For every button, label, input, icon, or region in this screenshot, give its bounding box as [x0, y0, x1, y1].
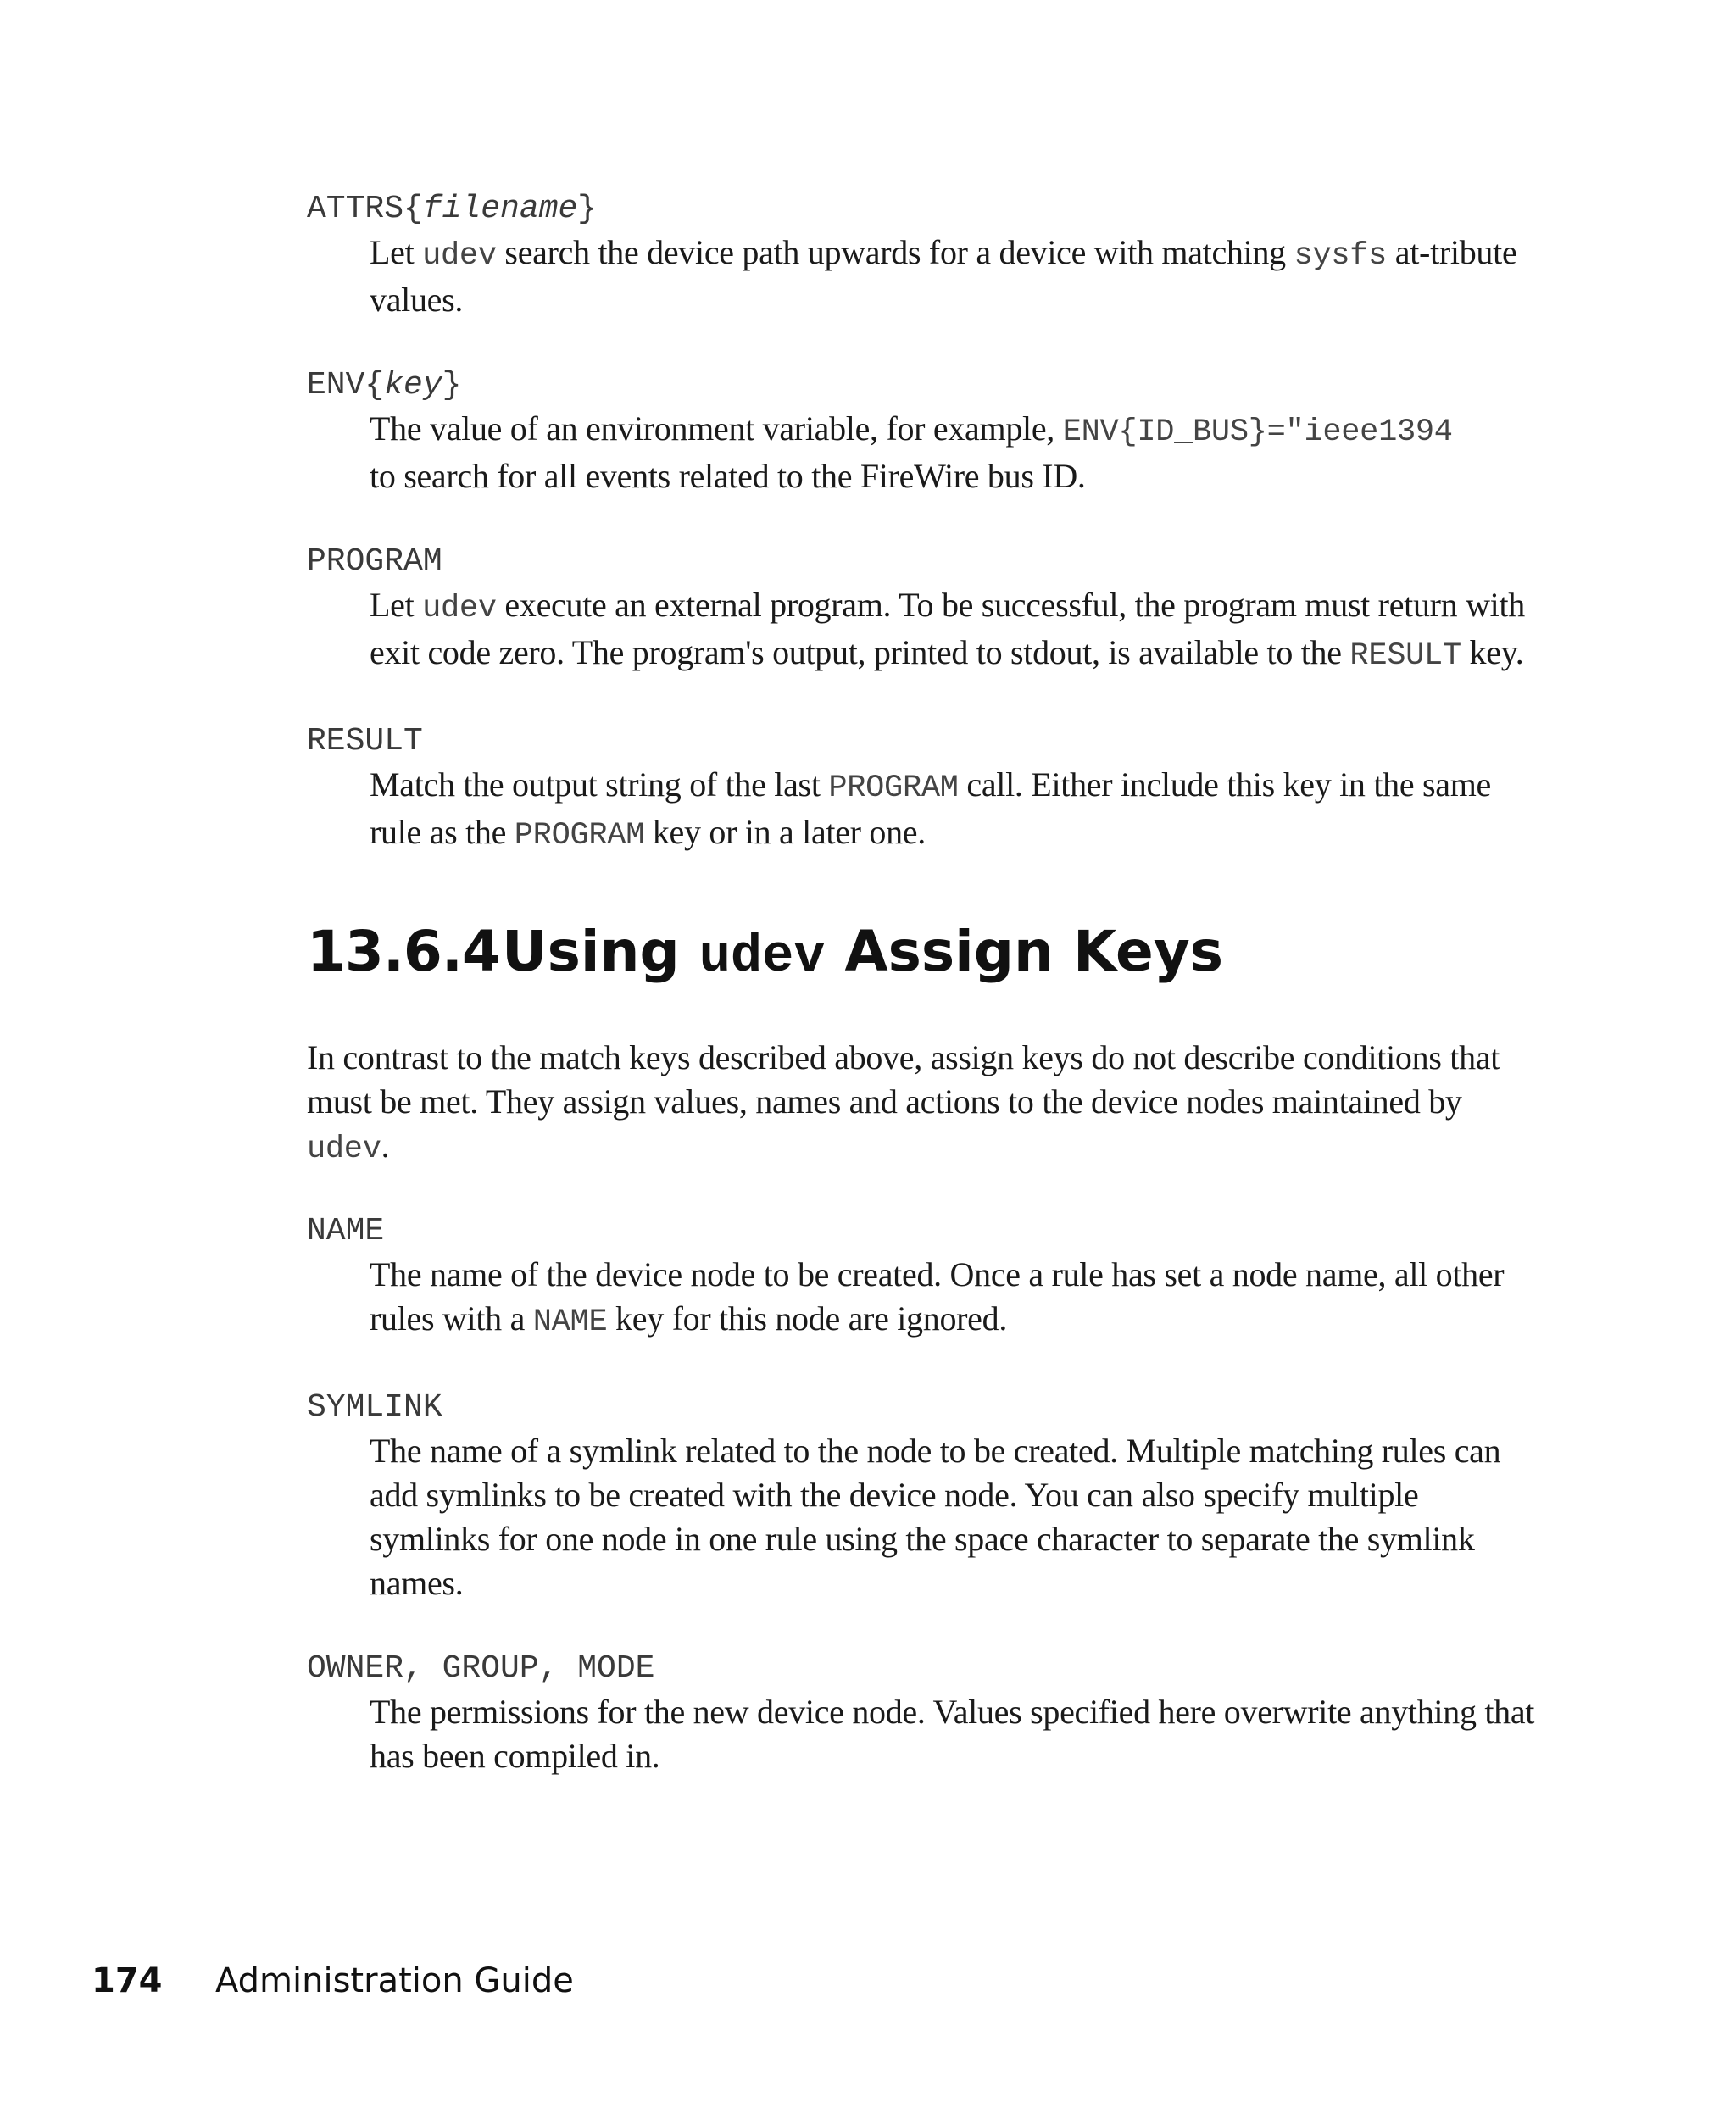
section-heading: [307, 919, 1544, 1004]
term-symlink: SYMLINK: [307, 1389, 442, 1426]
inline-code: udev: [422, 591, 497, 626]
desc-text: The name of the device node to be created. Once a rule has set a node name, all other rules with a: [370, 1255, 1505, 1338]
inline-code: RESULT: [1349, 638, 1461, 674]
desc-text: at-tribute values.: [370, 233, 1517, 319]
title-text: Assign Keys: [825, 919, 1224, 984]
desc-text: key for this node are ignored.: [607, 1299, 1008, 1338]
description-symlink: The name of a symlink related to the node to be created. Multiple matching rules can add symlinks to be created with the device node. You can also specify multiple symlinks for one node in one rule using the space character to separate the symlink names.: [370, 1432, 1501, 1602]
term-placeholder: key: [384, 367, 442, 403]
desc-text: Let: [370, 586, 423, 624]
definition-result: [307, 720, 1544, 858]
desc-text: search the device path upwards for a device with matching: [496, 233, 1294, 271]
title-code: udev: [698, 926, 826, 987]
inline-code: sysfs: [1294, 238, 1388, 274]
desc-text: The value of an environment variable, for example,: [370, 409, 1063, 448]
description-owner-group-mode: The permissions for the new device node. Values specified here overwrite anything that has been compiled in.: [370, 1693, 1535, 1775]
section-title: [502, 919, 1223, 987]
description-result: [370, 763, 1544, 858]
book-title: Administration Guide: [215, 1961, 574, 2000]
desc-text: Match the output string of the last: [370, 765, 829, 804]
term-attrs: [307, 188, 1544, 231]
term-placeholder: filename: [422, 191, 578, 227]
desc-text: key.: [1461, 633, 1524, 671]
desc-text: Let: [370, 233, 423, 271]
term-program: PROGRAM: [307, 543, 442, 580]
page-number: 174: [92, 1961, 163, 2000]
section-number: 13.6.4: [307, 919, 500, 984]
definition-symlink: [307, 1387, 1544, 1605]
description-attrs: [370, 231, 1544, 322]
definition-program: [307, 541, 1544, 678]
intro-paragraph: [307, 1036, 1544, 1171]
definition-owner-group-mode: [307, 1648, 1544, 1778]
term-code-close: }: [442, 367, 462, 403]
term-code: ENV{: [307, 367, 385, 403]
inline-code: udev: [422, 238, 497, 274]
intro-end: .: [381, 1126, 390, 1165]
inline-code: NAME: [532, 1304, 608, 1340]
desc-text: call. Either include this key in the same rule as the: [370, 765, 1491, 851]
term-owner-group-mode: OWNER, GROUP, MODE: [307, 1650, 655, 1687]
desc-text: to search for all events related to the FireWire bus ID.: [370, 457, 1086, 495]
term-code: ATTRS{: [307, 191, 423, 227]
inline-code: ENV{ID_BUS}="ieee1394: [1062, 414, 1453, 450]
description-name: [370, 1253, 1544, 1344]
intro-text: In contrast to the match keys described above, assign keys do not describe conditions that must be met. They assign values, names and actions to the device nodes maintained by: [307, 1038, 1500, 1121]
definition-name: [307, 1210, 1544, 1344]
term-env: [307, 364, 1544, 407]
desc-text: key or in a later one.: [644, 813, 926, 851]
inline-code: PROGRAM: [828, 770, 959, 806]
description-program: [370, 583, 1544, 678]
definition-env: [307, 364, 1544, 498]
definition-attrs: [307, 188, 1544, 322]
description-env: [370, 407, 1544, 498]
page-content: [307, 188, 1544, 1778]
inline-code: PROGRAM: [514, 818, 645, 854]
term-name: NAME: [307, 1213, 385, 1249]
term-code-close: }: [577, 191, 598, 227]
title-text: Using: [502, 919, 699, 984]
desc-text: execute an external program. To be successful, the program must return with exit code zero. The program's output, printed to stdout, is available to the: [370, 586, 1525, 671]
term-result: RESULT: [307, 723, 423, 759]
page-footer: [92, 1961, 574, 2000]
inline-code: udev: [307, 1132, 381, 1167]
